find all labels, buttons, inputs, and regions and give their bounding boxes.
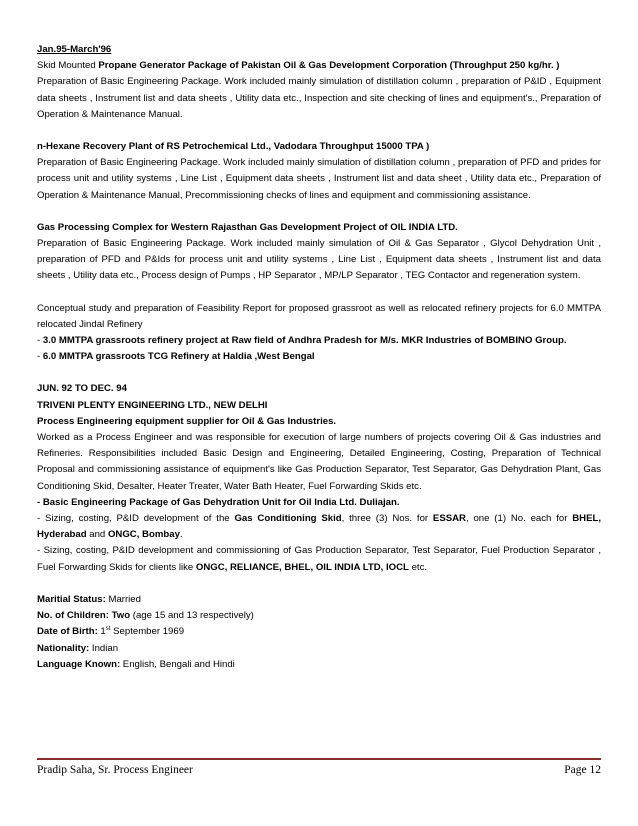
page-footer [37,764,601,776]
text-run: , one (1) No. each for [465,513,573,525]
sizing-item-gas-conditioning [37,511,601,543]
text-run: and [86,529,108,541]
field-value: September 1969 [110,626,185,638]
text-run-bold: Gas Conditioning Skid [234,513,342,525]
section-heading-nhexane: n-Hexane Recovery Plant of RS Petrochemical Ltd., Vadodara Throughput 15000 TPA ) [37,141,430,153]
bullet-text: 6.0 MMTPA grassroots TCG Refinery at Haldia ,West Bengal [42,351,315,363]
field-label: Nationality: [37,642,90,654]
field-label: Date of Birth: [37,626,98,638]
text-run-bold: ONGC, Bombay [107,529,180,541]
field-value: Indian [89,642,119,654]
list-item [37,333,601,349]
field-label: Language Known: [37,658,121,670]
sizing-item-separators [37,543,601,575]
footer-author: Pradip Saha, Sr. Process Engineer [37,764,193,776]
page-content [37,42,601,673]
text-run: . [179,529,183,541]
field-label: No. of Children: Two [37,610,131,622]
children-count [37,608,601,624]
project-name: Propane Generator Package of Pakistan Oil & Gas Development Corporation (Throughput 250 kg/hr. ) [98,60,560,72]
project-prefix: Skid Mounted [37,60,99,72]
ordinal-suffix: st [105,626,111,633]
languages-known [37,657,601,673]
field-value: Married [105,593,141,605]
project-title-propane [37,58,601,74]
field-label: Maritial Status: [37,593,106,605]
text-run: , three (3) Nos. for [341,513,433,525]
marital-status [37,592,601,608]
employer-role: Process Engineering equipment supplier for Oil & Gas Industries. [37,415,337,427]
feasibility-description: Conceptual study and preparation of Feasibility Report for proposed grassroot as well as relocated refinery projects for 6.0 MMTPA relocated Jindal Refinery [37,302,601,330]
text-run-bold: BHEL, Hyderabad [37,513,602,541]
text-run: - Sizing, costing, P&ID development and commissioning of Gas Production Separator, Test Separator, Fuel Production Separator , Fuel Forwarding Skids for clients like [37,545,601,573]
text-run: etc. [408,561,428,573]
footer-divider [37,758,601,760]
employment-description: Worked as a Process Engineer and was responsible for execution of large numbers of projects covering Oil & Gas industries and Refineries. Responsibilities included Basic Design and Engineering, Detailed Engineering, Costing, Preparation of Technical Proposal and commissioning assistance of equipment's like Gas Production Separator, Test Separator, Gas Dehydration Plant, Gas Conditioning Skid, Desalter, Heater Treater, Water Bath Heater, Fuel Forwarding Skids etc. [37,432,601,492]
project-description: Preparation of Basic Engineering Package. Work included mainly simulation of Oil & Gas Separator , Glycol Dehydration Unit , preparation of PFD and P&Ids for process unit and utility systems , Line List , Equipment data sheets , Instrument list and data sheets , Utility data etc., Process design of Pumps , HP Separator , MP/LP Separator , TEG Contactor and regeneration system. [37,238,601,282]
text-run: - Sizing, costing, P&ID development of the [37,513,235,525]
employer-name: TRIVENI PLENTY ENGINEERING LTD., NEW DELHI [37,399,268,411]
field-value: (age 15 and 13 respectively) [130,610,254,622]
field-value: English, Bengali and Hindi [120,658,235,670]
nationality [37,641,601,657]
text-run-bold: ONGC, RELIANCE, BHEL, OIL INDIA LTD, IOCL [195,561,409,573]
bullet-marker: - [37,335,43,347]
date-of-birth [37,624,601,640]
list-item [37,349,601,365]
text-run-bold: ESSAR [432,513,466,525]
field-value: 1 [97,626,106,638]
section-heading-jan95: Jan.95-March'96 [37,44,112,55]
employment-period: JUN. 92 TO DEC. 94 [37,383,127,395]
basic-package-item: - Basic Engineering Package of Gas Dehydration Unit for Oil India Ltd. Duliajan. [37,496,400,508]
project-description: Preparation of Basic Engineering Package. Work included mainly simulation of distillation column , preparation of PFD and prides for process unit and utility systems , Line List , Equipment data sheets , Instrument list and data sheet , Utility data etc., Preparation of Operation & Maintenance Manual, Precommissioning checks of lines and equipment and commissioning assistance. [37,157,601,201]
bullet-marker: - [37,351,43,363]
section-heading-gas-processing: Gas Processing Complex for Western Rajasthan Gas Development Project of OIL INDIA LTD. [37,221,458,233]
project-description: Preparation of Basic Engineering Package. Work included mainly simulation of distillation column , preparation of P&ID , Equipment data sheets , Instrument list and data sheets , Utility data etc., Inspection and site checking of lines and equipment's., Preparation of Operation & Maintenance Manual. [37,76,601,120]
bullet-text: 3.0 MMTPA grassroots refinery project at Raw field of Andhra Pradesh for M/s. MKR Industries of BOMBINO Group. [42,335,567,347]
page-number: Page 12 [564,764,601,776]
